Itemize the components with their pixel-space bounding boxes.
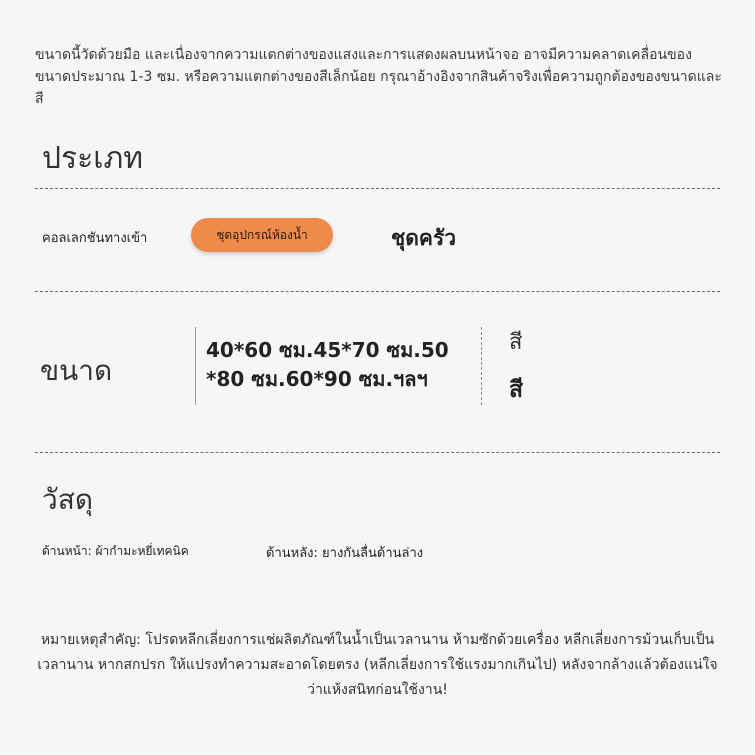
size-list-line: *80 ซม.60*90 ซม.ฯลฯ bbox=[206, 367, 428, 391]
size-list-line: 40*60 ซม.45*70 ซม.50 bbox=[206, 338, 449, 362]
size-list bbox=[206, 336, 449, 394]
option-bathroom-set[interactable]: ชุดอุปกรณ์ห้องน้ำ bbox=[191, 218, 333, 252]
material-back: ด้านหลัง: ยางกันลื่นด้านล่าง bbox=[266, 546, 424, 561]
collection-label: คอลเลกชันทางเข้า bbox=[42, 231, 148, 246]
care-note: หมายเหตุสำคัญ: โปรดหลีกเลี่ยงการแช่ผลิตภัณฑ์ในน้ำเป็นเวลานาน ห้ามซักด้วยเครื่อง หลีกเลี่ยงการม้วนเก็บเป็นเวลานาน หากสกปรก ให้แปรงทำความสะอาดโดยตรง (หลีกเลี่ยงการใช้แรงมากเกินไป) หลังจากล้างแล้วต้องแน่ใจว่าแห้งสนิทก่อนใช้งาน! bbox=[37, 632, 718, 698]
divider bbox=[35, 291, 720, 292]
divider bbox=[35, 188, 720, 189]
option-kitchen-set[interactable]: ชุดครัว bbox=[391, 226, 457, 250]
color-label: สี bbox=[509, 330, 523, 355]
material-heading: วัสดุ bbox=[42, 483, 93, 516]
vertical-dashed-separator bbox=[481, 327, 482, 405]
vertical-separator bbox=[195, 327, 196, 405]
color-label: สี bbox=[509, 377, 524, 403]
type-heading: ประเภท bbox=[42, 141, 144, 176]
size-heading: ขนาด bbox=[40, 354, 113, 387]
material-front: ด้านหน้า: ผ้ากำมะหยี่เทคนิค bbox=[42, 544, 189, 558]
divider bbox=[35, 452, 720, 453]
size-disclaimer: ขนาดนี้วัดด้วยมือ และเนื่องจากความแตกต่างของแสงและการแสดงผลบนหน้าจอ อาจมีความคลาดเคลื่อนของขนาดประมาณ 1-3 ซม. หรือความแตกต่างของสีเล็กน้อย กรุณาอ้างอิงจากสินค้าจริงเพื่อความถูกต้องของขนาดและสี bbox=[35, 47, 722, 107]
